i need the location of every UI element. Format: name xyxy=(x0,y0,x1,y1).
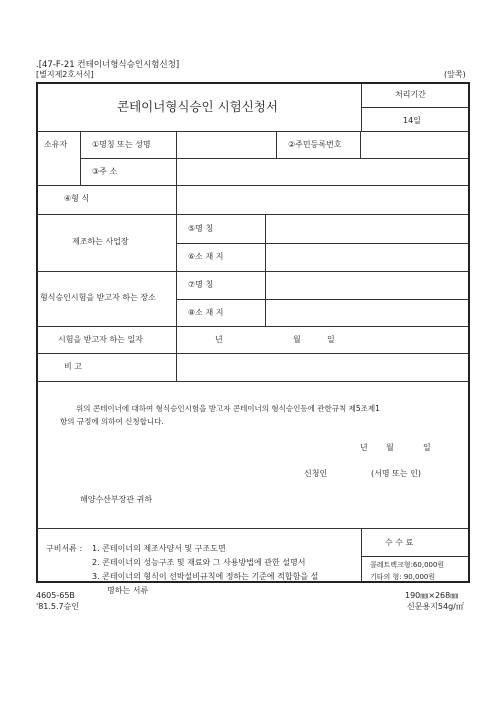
test-site-name-field[interactable] xyxy=(266,272,467,299)
statement-line-2: 항의 규정에 의하여 신청합니다. xyxy=(60,417,164,426)
signature-label: (서명 또는 인) xyxy=(371,469,421,478)
application-date-day: 일 xyxy=(423,443,431,452)
fee-line-2: 기타의 형: 90,000원 xyxy=(370,573,436,581)
remarks-field[interactable] xyxy=(177,354,467,381)
paper-type: 신문용지54g/㎡ xyxy=(407,602,464,611)
page-side-label: (앞쪽) xyxy=(444,70,466,79)
remarks-label: 비 고 xyxy=(64,362,82,371)
form-number: 4605-65B xyxy=(36,591,75,600)
test-site-section-label: 형식승인시험을 받고자 하는 장소 xyxy=(40,293,156,302)
annex-label: [별지제2호서식] xyxy=(36,70,94,79)
applicant-label: 신청인 xyxy=(304,469,328,478)
owner-reg-number-label: ②주민등록번호 xyxy=(288,140,342,149)
manufacturer-name-label: ⑤명 칭 xyxy=(188,224,214,233)
test-site-location-field[interactable] xyxy=(266,300,467,326)
manufacturer-location-field[interactable] xyxy=(266,244,467,271)
application-date-year: 년 xyxy=(360,443,368,452)
owner-name-label: ①명칭 또는 성명 xyxy=(92,140,151,149)
form-reference: .[47-F-21 컨테이너형식승인시험신청] xyxy=(36,60,180,70)
approval-date: '81.5.7승인 xyxy=(36,602,80,611)
document-item: 2. 콘테이너의 성능구조 및 재료와 그 사용방법에 관한 설명서 xyxy=(92,558,306,567)
owner-address-field[interactable] xyxy=(177,159,467,185)
owner-name-field[interactable] xyxy=(177,132,275,158)
form-title: 콘테이너형식승인 시험신청서 xyxy=(117,99,278,114)
test-date-label: 시험을 받고자 하는 일자 xyxy=(58,335,143,344)
document-item: 1. 콘테이너의 제조사양서 및 구조도면 xyxy=(92,544,226,553)
manufacturer-name-field[interactable] xyxy=(266,215,467,243)
test-site-location-label: ⑧소 재 지 xyxy=(188,308,224,317)
test-date-day: 일 xyxy=(327,335,335,344)
document-item: 명하는 서류 xyxy=(107,586,149,595)
test-date-year: 년 xyxy=(215,335,223,344)
statement-line-1: 위의 콘테이너에 대하여 형식승인시험을 받고자 콘테이너의 형식승인등에 관한규칙 제5조제1 xyxy=(76,404,380,413)
paper-size: 190㎜×268㎜ xyxy=(405,591,459,600)
type-field[interactable] xyxy=(177,186,467,214)
owner-section-label: 소유자 xyxy=(44,140,68,149)
documents-label: 구비서류 : xyxy=(46,544,83,553)
processing-period-value: 14일 xyxy=(403,116,421,125)
applicant-name-field[interactable] xyxy=(333,466,369,480)
processing-period-label: 처리기간 xyxy=(395,90,426,99)
owner-reg-number-field[interactable] xyxy=(361,132,467,158)
application-date-month: 월 xyxy=(386,443,394,452)
fee-line-1: 콜레트렉크형:60,000원 xyxy=(370,561,445,569)
addressee: 해양수산부장관 귀하 xyxy=(80,495,153,504)
manufacturer-location-label: ⑥소 재 지 xyxy=(188,252,224,261)
test-date-month: 월 xyxy=(293,335,301,344)
document-item: 3. 콘테이너의 형식이 선박설비규칙에 정하는 기준에 적합함을 설 xyxy=(92,572,319,581)
manufacturer-section-label: 제조하는 사업장 xyxy=(72,237,129,246)
owner-address-label: ③주 소 xyxy=(92,167,118,176)
fee-label: 수 수 료 xyxy=(385,538,414,547)
test-site-name-label: ⑦명 칭 xyxy=(188,280,214,289)
type-label: ④형 식 xyxy=(64,194,90,203)
